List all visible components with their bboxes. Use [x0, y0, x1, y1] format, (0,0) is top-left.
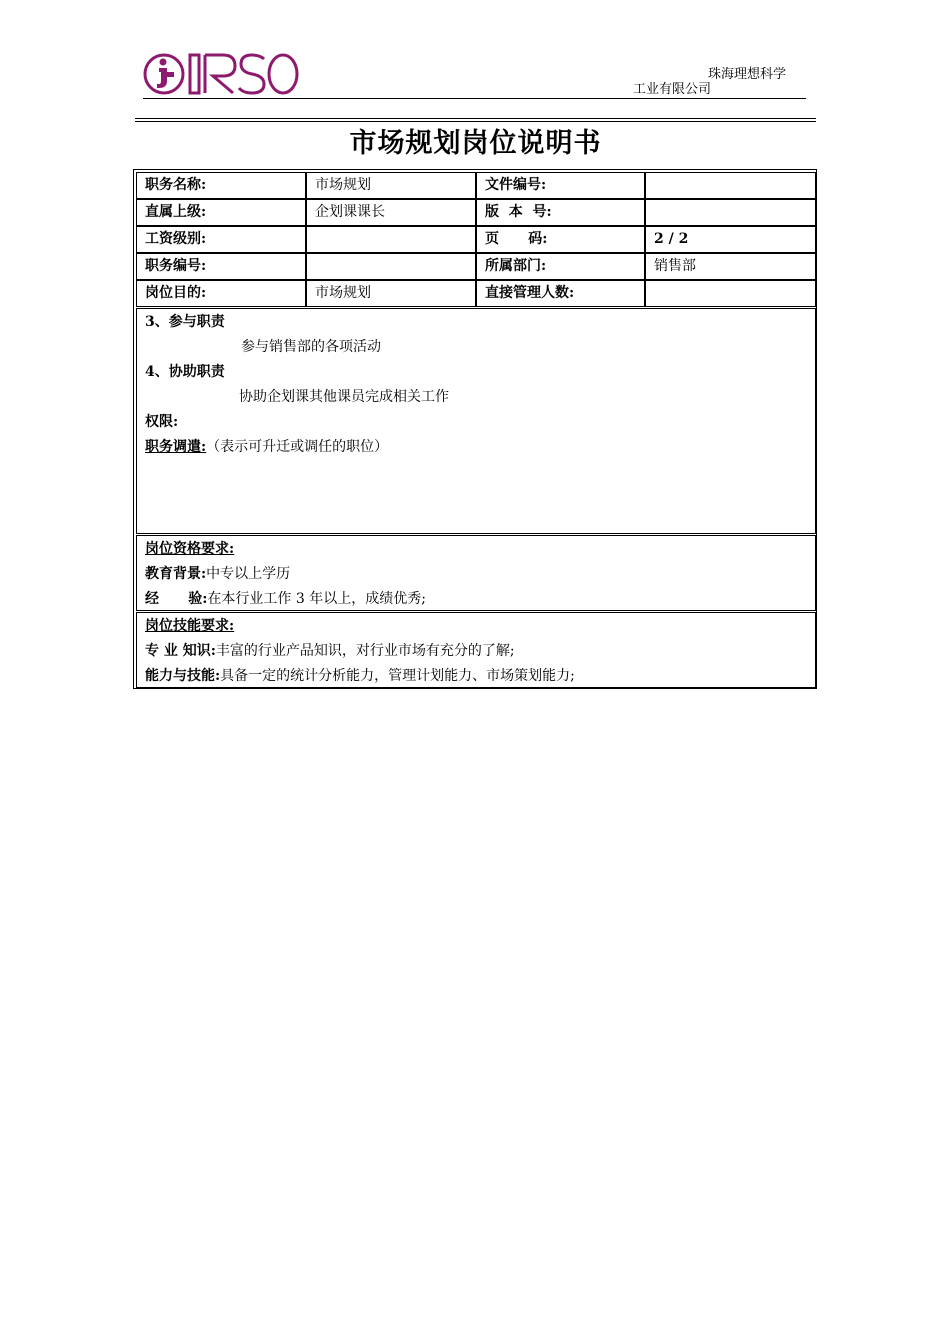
field-label: 页 码:: [476, 226, 645, 253]
company-name-line1: 珠海理想科学: [708, 67, 787, 82]
title-rule: [135, 118, 816, 119]
document-title: 市场规划岗位说明书: [349, 128, 602, 159]
field-label: 职务编号:: [136, 253, 306, 280]
field-value: [645, 172, 816, 199]
transfer-label: 职务调遣:: [145, 439, 207, 455]
authority-label: 权限:: [145, 414, 179, 430]
knowledge-line: [145, 641, 515, 661]
field-label: 直接管理人数:: [476, 280, 645, 307]
field-label: 职务名称:: [136, 172, 306, 199]
title-rule: [135, 121, 816, 122]
qualification-heading: 岗位资格要求:: [145, 541, 235, 557]
field-value: 销售部: [645, 253, 816, 280]
education-text: 中专以上学历: [206, 566, 291, 582]
field-label: 直属上级:: [136, 199, 306, 226]
skills-section: [136, 612, 816, 688]
experience-line: [145, 589, 426, 609]
duty-heading-4: 4、协助职责: [145, 364, 225, 380]
job-description-form: [133, 169, 817, 689]
field-value: 市场规划: [306, 172, 476, 199]
ability-text: 具备一定的统计分析能力，管理计划能力、市场策划能力;: [220, 668, 575, 684]
knowledge-label: 专 业 知识:: [145, 643, 216, 659]
duties-section: [136, 308, 816, 534]
transfer-line: [145, 437, 388, 457]
education-line: [145, 564, 290, 584]
info-row: [136, 226, 816, 253]
field-label: 版 本 号:: [476, 199, 645, 226]
field-label: 工资级别:: [136, 226, 306, 253]
info-row: [136, 253, 816, 280]
transfer-text: （表示可升迁或调任的职位）: [206, 439, 389, 455]
duty-text-4: 协助企划课其他课员完成相关工作: [239, 389, 449, 405]
field-value: [306, 226, 476, 253]
experience-label: 经 验:: [145, 591, 208, 607]
info-row: [136, 199, 816, 226]
field-value: 2 / 2: [645, 226, 816, 253]
field-label: 岗位目的:: [136, 280, 306, 307]
ability-label: 能力与技能:: [145, 668, 221, 684]
education-label: 教育背景:: [145, 566, 207, 582]
qualification-section: [136, 535, 816, 611]
skills-heading: 岗位技能要求:: [145, 618, 235, 634]
field-value: [645, 199, 816, 226]
field-value: [645, 280, 816, 307]
duty-heading-3: 3、参与职责: [145, 314, 225, 330]
info-row: [136, 172, 816, 199]
ability-line: [145, 666, 575, 686]
field-label: 文件编号:: [476, 172, 645, 199]
field-value: 企划课课长: [306, 199, 476, 226]
duty-text-3: 参与销售部的各项活动: [241, 339, 381, 355]
experience-text: 在本行业工作 3 年以上，成绩优秀;: [207, 591, 426, 607]
info-row: [136, 280, 816, 307]
field-value: 市场规划: [306, 280, 476, 307]
header-rule: [143, 98, 806, 99]
field-value: [306, 253, 476, 280]
knowledge-text: 丰富的行业产品知识，对行业市场有充分的了解;: [215, 643, 515, 659]
field-label: 所属部门:: [476, 253, 645, 280]
company-name-line2: 工业有限公司: [633, 82, 712, 97]
riso-logo: [143, 51, 299, 97]
